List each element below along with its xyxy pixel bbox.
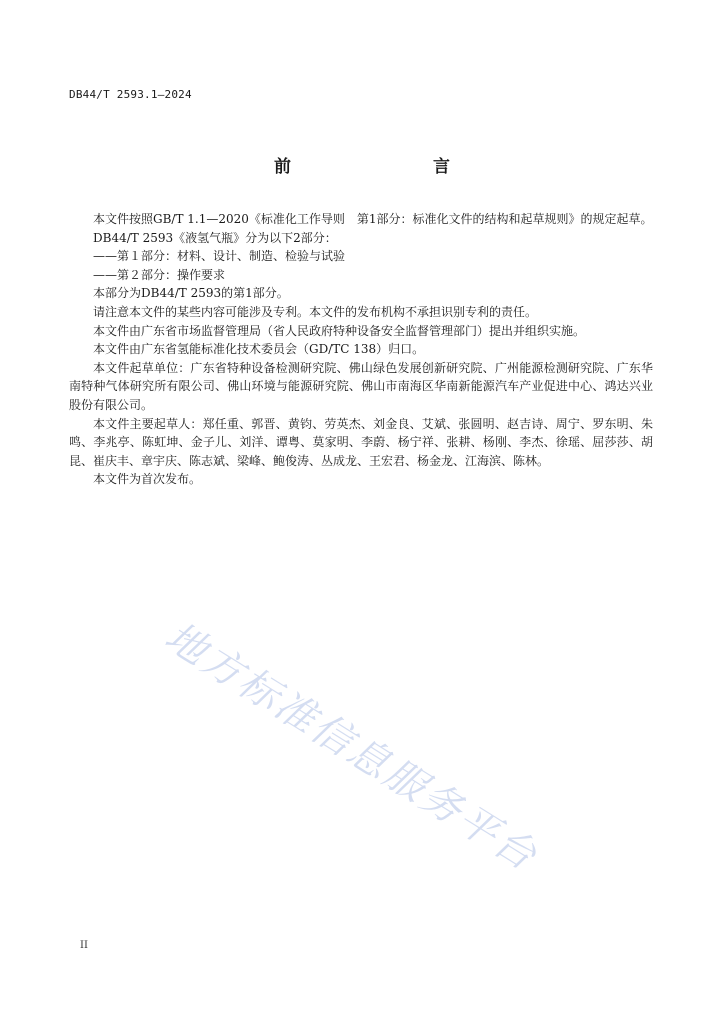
paragraph: 本部分为DB44/T 2593的第1部分。	[93, 286, 289, 301]
paragraph: ——第１部分：材料、设计、制造、检验与试验	[93, 249, 346, 264]
watermark: 地方标准信息服务平台	[156, 613, 546, 881]
paragraph: 本文件由广东省市场监督管理局（省人民政府特种设备安全监督管理部门）提出并组织实施。	[93, 323, 586, 338]
paragraph: DB44/T 2593《液氢气瓶》分为以下2部分：	[93, 230, 337, 245]
paragraph: 本文件主要起草人：郑任重、郭晋、黄钧、劳英杰、刘金良、艾斌、张圆明、赵吉诗、周宁、罗东明、朱鸣、李兆亭、陈虹坤、金子儿、刘洋、谭粤、莫家明、李蔚、杨宁祥、张耕、杨刚、李杰、徐瑶、屈莎莎、胡昆、崔庆丰、章宇庆、陈志斌、梁峰、鲍俊涛、丛成龙、王宏君、杨金龙、江海滨、陈林。	[69, 416, 653, 468]
paragraph: ——第２部分：操作要求	[93, 267, 226, 282]
paragraph: 请注意本文件的某些内容可能涉及专利。本文件的发布机构不承担识别专利的责任。	[93, 304, 538, 319]
page-number: II	[80, 940, 88, 951]
section-title: 前 言	[274, 157, 486, 177]
document-code: DB44/T 2593.1—2024	[69, 88, 192, 101]
paragraph: 本文件起草单位：广东省特种设备检测研究院、佛山绿色发展创新研究院、广州能源检测研究院、广东华南特种气体研究所有限公司、佛山环境与能源研究院、佛山市南海区华南新能源汽车产业促进中心、鸿达兴业股份有限公司。	[69, 360, 653, 412]
paragraph: 本文件按照GB/T 1.1—2020《标准化工作导则 第1部分：标准化文件的结构和起草规则》的规定起草。	[93, 212, 653, 226]
paragraph: 本文件由广东省氢能标准化技术委员会（GD/TC 138）归口。	[93, 342, 425, 357]
paragraph: 本文件为首次发布。	[93, 472, 202, 487]
foreword-body	[69, 210, 653, 489]
